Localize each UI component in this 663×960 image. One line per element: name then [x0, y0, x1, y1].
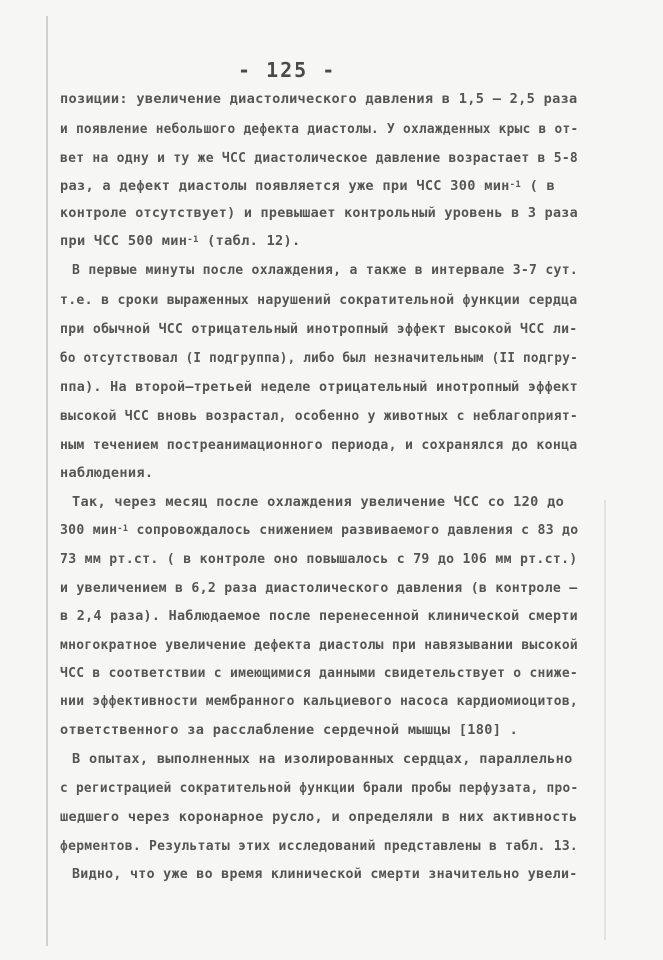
line-text: ЧСС в соответствии с имеющимися данными свидетельствует о сниже-	[60, 665, 579, 681]
line-text: раз, а дефект диастолы появляется уже при ЧСС 300 мин	[60, 178, 510, 194]
line-text: Видно, что уже во время клинической смерти значительно увели-	[72, 866, 578, 882]
text-line	[60, 121, 578, 137]
superscript: -1	[117, 524, 129, 534]
text-line	[60, 693, 578, 709]
line-text: при ЧСС 500 мин	[60, 233, 188, 249]
line-text: В опытах, выполненных на изолированных сердцах, параллельно	[72, 751, 573, 767]
line-text: Так, через месяц после охлаждения увеличение ЧСС со 120 до	[72, 494, 565, 510]
line-text: с регистрацией сократительной функции брали пробы перфузата, про-	[60, 780, 579, 796]
text-line	[60, 838, 578, 854]
text-line	[60, 292, 578, 308]
line-text: т.е. в сроки выраженных нарушений сократительной функции сердца	[60, 292, 578, 308]
text-line	[60, 580, 578, 596]
line-text: В первые минуты после охлаждения, а также в интервале 3-7 сут.	[72, 262, 579, 278]
text-line	[72, 494, 564, 510]
line-text: 300 мин	[60, 522, 118, 538]
line-text: ответственного за расслабление сердечной мышцы [180] .	[60, 722, 519, 738]
text-line	[60, 665, 578, 681]
superscript: -1	[509, 180, 522, 190]
line-text-continued: сопровождалось снижением развиваемого давления с 83 до	[128, 522, 579, 538]
text-line	[72, 262, 578, 278]
text-line	[60, 408, 578, 424]
text-line	[72, 751, 573, 767]
text-line	[60, 437, 578, 453]
line-text: нии эффективности мембранного кальциевого насоса кардиомиоцитов,	[60, 693, 579, 709]
text-line	[60, 780, 578, 796]
text-line	[60, 91, 578, 107]
line-text: шедшего через коронарное русло, и определяли в них активность	[60, 809, 578, 825]
line-text: многократное увеличение дефекта диастолы при навязывании высокой	[60, 637, 579, 653]
line-text: 73 мм рт.ст. ( в контроле оно повышалось с 79 до 106 мм рт.ст.)	[60, 551, 578, 567]
line-text: вет на одну и ту же ЧСС диастолическое давление возрастает в 5-8	[60, 150, 579, 166]
line-text: бо отсутствовал (I подгруппа), либо был незначительным (II подгру-	[60, 350, 578, 366]
text-line	[60, 379, 578, 395]
line-text-continued: (табл. 12).	[198, 233, 301, 249]
line-text: ферментов. Результаты этих исследований представлены в табл. 13.	[60, 838, 579, 854]
line-text: в 2,4 раза). Наблюдаемое после перенесенной клинической смерти	[60, 608, 579, 624]
text-line	[60, 722, 518, 738]
line-text: при обычной ЧСС отрицательный инотропный эффект высокой ЧСС ли-	[60, 321, 578, 337]
text-line	[60, 205, 578, 221]
line-text: позиции: увеличение диастолического давления в 1,5 – 2,5 раза	[60, 91, 578, 107]
line-text: наблюдения.	[60, 465, 154, 481]
text-line	[60, 465, 153, 481]
line-text: и появление небольшого дефекта диастолы. У охлажденных крыс в от-	[60, 121, 579, 137]
text-line	[60, 809, 578, 825]
text-line	[72, 866, 578, 882]
text-line	[60, 233, 301, 249]
text-line	[60, 637, 578, 653]
page-number: - 125 -	[238, 58, 337, 82]
line-text: высокой ЧСС вновь возрастал, особенно у животных с неблагоприят-	[60, 408, 579, 424]
text-line	[60, 150, 578, 166]
text-line	[60, 321, 578, 337]
text-line	[60, 608, 578, 624]
line-text: контроле отсутствует) и превышает контрольный уровень в 3 раза	[60, 205, 579, 221]
superscript: -1	[187, 235, 199, 245]
line-text: ппа). На второй–третьей неделе отрицательный инотропный эффект	[60, 379, 579, 395]
page-left-edge	[46, 16, 48, 946]
text-line	[60, 551, 578, 567]
text-line	[60, 350, 578, 366]
line-text: ным течением постреанимационного периода, и сохранялся до конца	[60, 437, 578, 453]
text-line	[60, 178, 555, 194]
page-right-edge	[604, 500, 606, 940]
line-text-continued: ( в	[521, 178, 556, 194]
line-text: и увеличением в 6,2 раза диастолического давления (в контроле –	[60, 580, 578, 596]
text-line	[60, 522, 578, 538]
